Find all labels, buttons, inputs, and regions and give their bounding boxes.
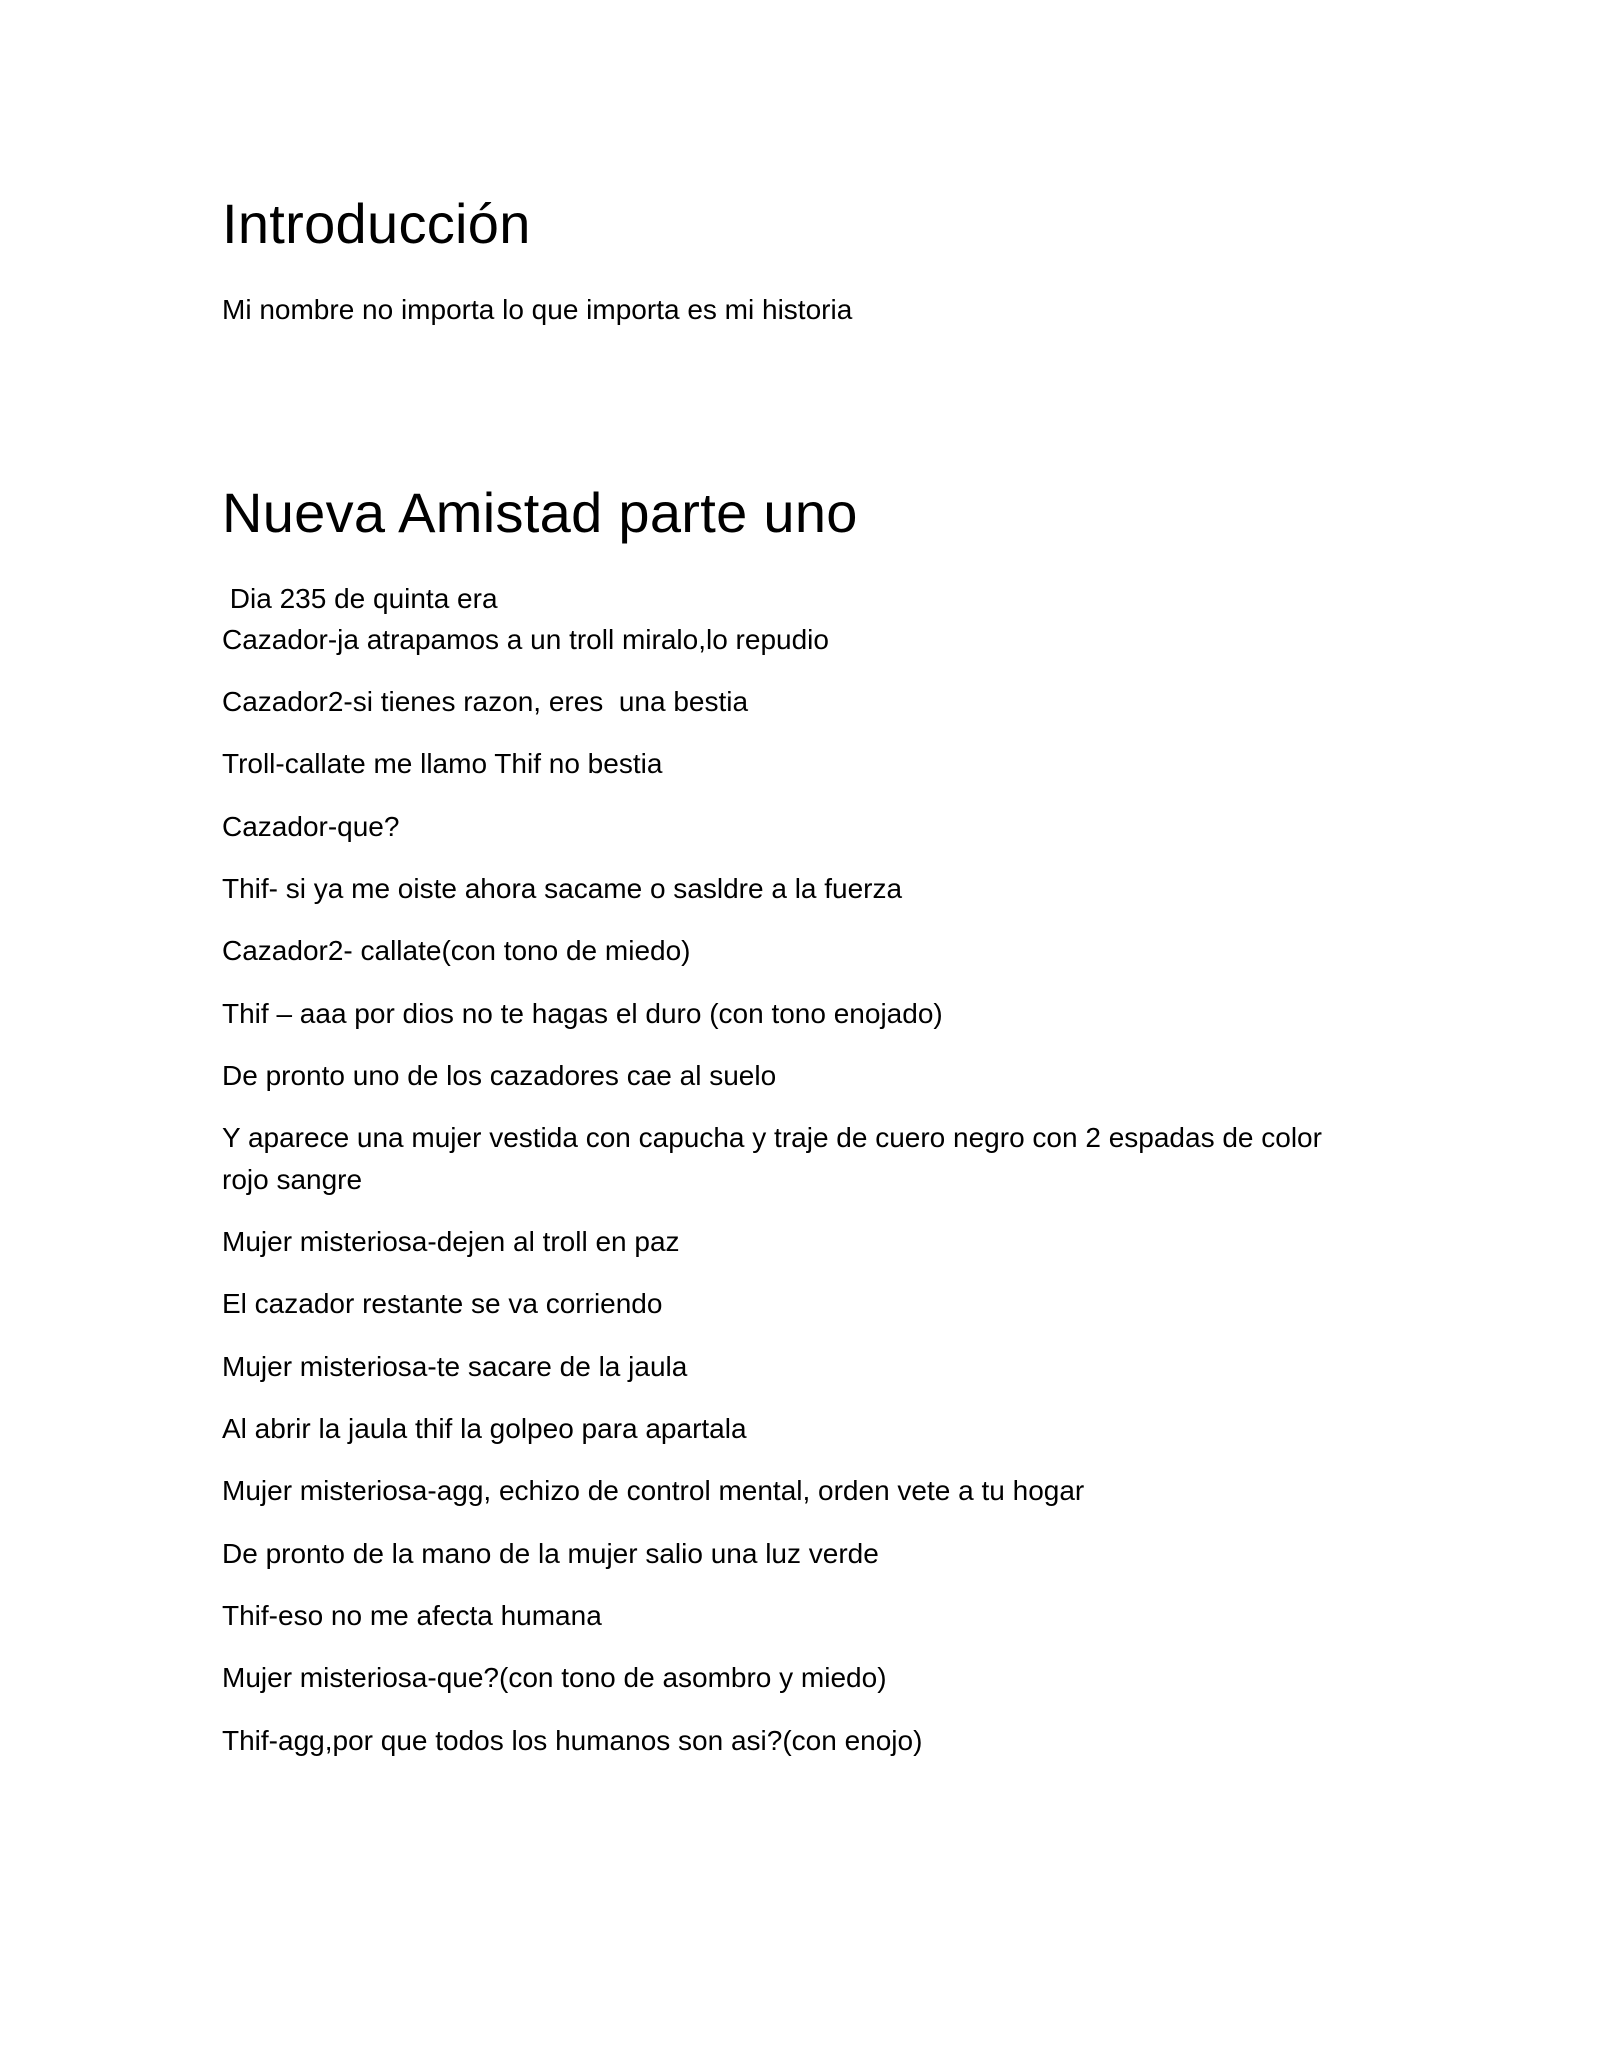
intro-text: Mi nombre no importa lo que importa es mi historia	[222, 294, 853, 325]
story-line: Y aparece una mujer vestida con capucha y traje de cuero negro con 2 espadas de color rojo sangre	[222, 1122, 1322, 1195]
chapter-heading: Nueva Amistad parte uno	[222, 481, 858, 544]
story-line: Thif-eso no me afecta humana	[222, 1600, 602, 1631]
story-line: Cazador2-si tienes razon, eres una bestia	[222, 686, 749, 717]
story-line: De pronto de la mano de la mujer salio una luz verde	[222, 1538, 879, 1569]
story-line: El cazador restante se va corriendo	[222, 1288, 663, 1319]
story-line: Thif-agg,por que todos los humanos son asi?(con enojo)	[222, 1725, 923, 1756]
story-line: Mujer misteriosa-agg, echizo de control mental, orden vete a tu hogar	[222, 1475, 1085, 1506]
story-line: Thif – aaa por dios no te hagas el duro (con tono enojado)	[222, 998, 943, 1029]
story-line: Al abrir la jaula thif la golpeo para apartala	[222, 1413, 747, 1444]
story-line: Troll-callate me llamo Thif no bestia	[222, 748, 663, 779]
intro-heading: Introducción	[222, 192, 531, 255]
story-line: Mujer misteriosa-que?(con tono de asombro y miedo)	[222, 1662, 887, 1693]
story-line: Mujer misteriosa-te sacare de la jaula	[222, 1351, 688, 1382]
chapter-date-line: Dia 235 de quinta era	[222, 583, 498, 614]
story-line: De pronto uno de los cazadores cae al suelo	[222, 1060, 777, 1091]
story-line: Thif- si ya me oiste ahora sacame o sasldre a la fuerza	[222, 873, 903, 904]
story-line: Cazador-ja atrapamos a un troll miralo,lo repudio	[222, 624, 829, 655]
story-line: Cazador2- callate(con tono de miedo)	[222, 935, 691, 966]
story-line: Cazador-que?	[222, 811, 400, 842]
story-line: Mujer misteriosa-dejen al troll en paz	[222, 1226, 680, 1257]
